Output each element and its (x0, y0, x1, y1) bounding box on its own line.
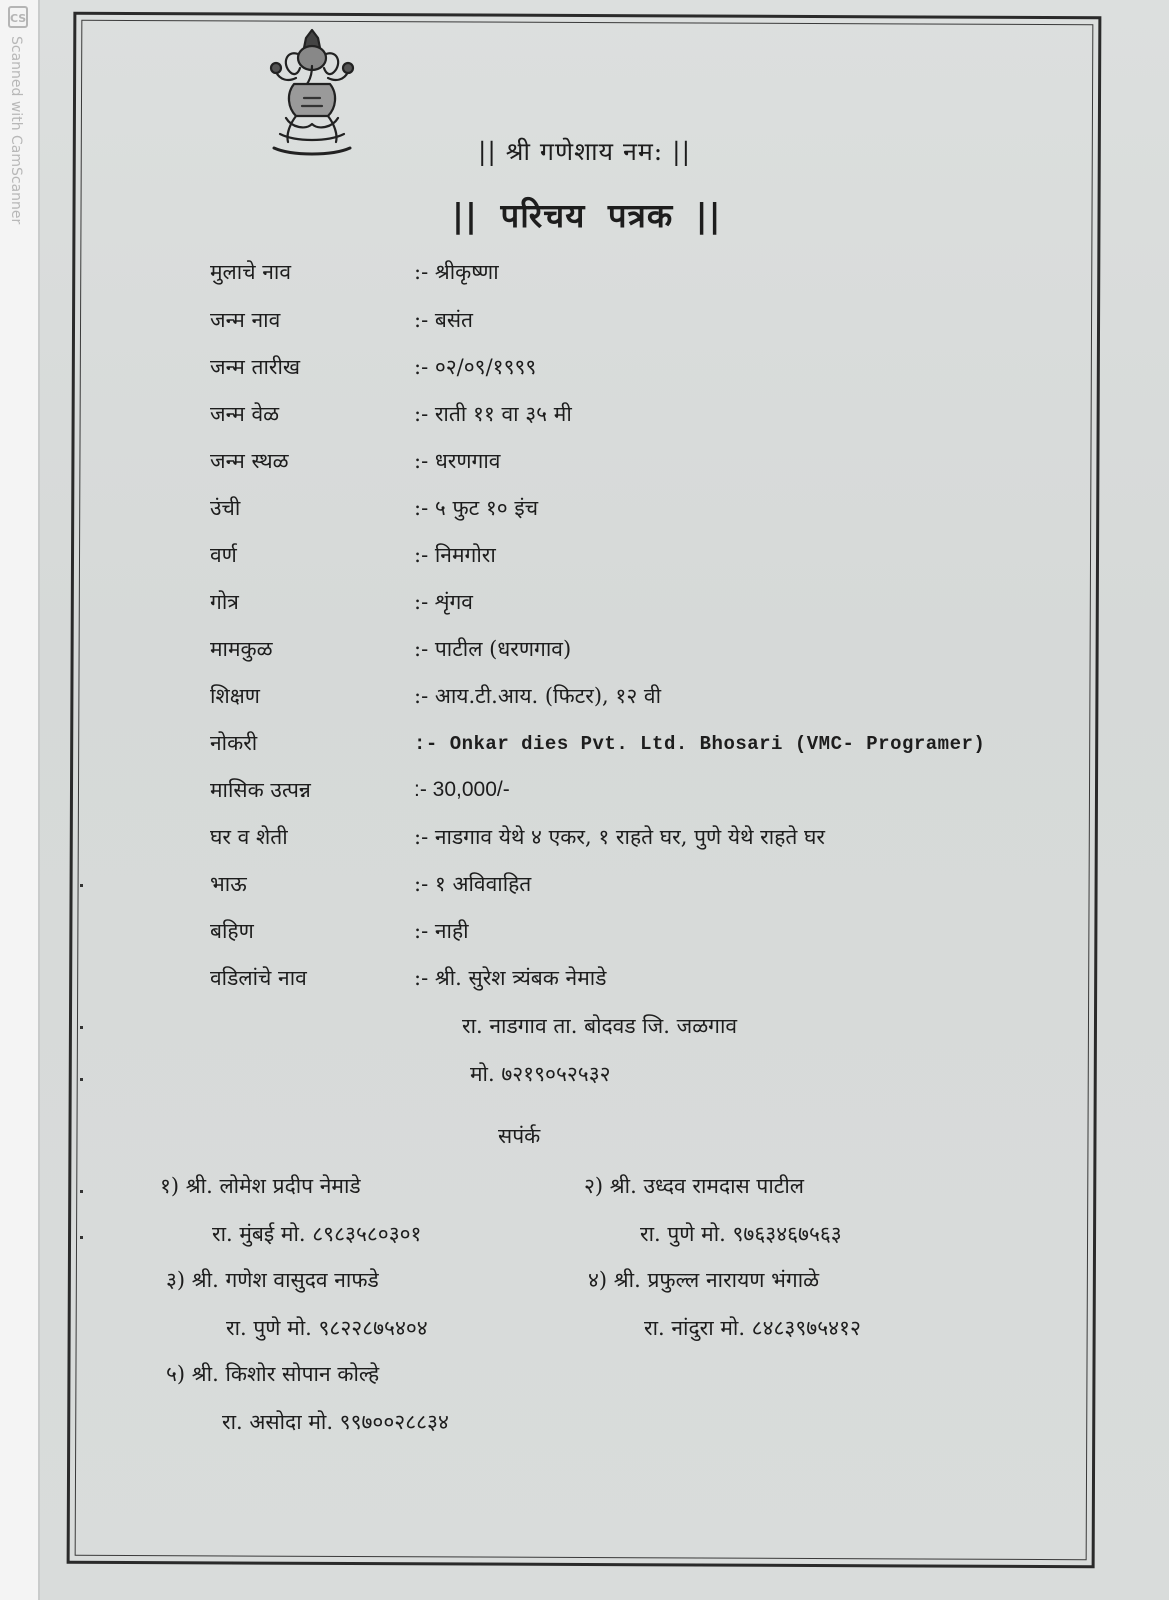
margin-dot (80, 1236, 83, 1239)
field-value-sister: :- नाही (414, 919, 469, 943)
field-value-education: :- आय.टी.आय. (फिटर), १२ वी (414, 684, 662, 708)
field-value-birth-name: :- बसंत (414, 308, 474, 332)
field-label-birth-time: जन्म वेळ (210, 402, 280, 426)
contact-3-name: ३) श्री. गणेश वासुदव नाफडे (166, 1268, 379, 1292)
contact-5-detail: रा. असोदा मो. ९९७००२८८३४ (222, 1410, 449, 1434)
field-value-brother: :- १ अविवाहित (414, 872, 532, 896)
margin-dot (80, 884, 83, 887)
field-label-birth-place: जन्म स्थळ (210, 449, 289, 473)
document-title: || परिचय पत्रक || (452, 196, 722, 235)
invocation-line: || श्री गणेशाय नम: || (478, 137, 692, 166)
camscanner-logo-icon: CS (8, 6, 28, 28)
field-label-birth-date: जन्म तारीख (210, 355, 301, 379)
field-label-house-farm: घर व शेती (210, 825, 288, 849)
field-value-boy-name: :- श्रीकृष्णा (414, 260, 499, 284)
field-value-complexion: :- निमगोरा (414, 543, 496, 567)
field-value-maternal-family: :- पाटील (धरणगाव) (414, 637, 572, 661)
field-value-monthly-income: :- 30,000/- (414, 778, 510, 801)
contact-1-name: १) श्री. लोमेश प्रदीप नेमाडे (160, 1174, 361, 1198)
margin-dot (80, 1078, 83, 1081)
field-label-gotra: गोत्र (210, 590, 239, 614)
field-value-birth-time: :- राती ११ वा ३५ मी (414, 402, 572, 426)
field-label-brother: भाऊ (210, 872, 247, 896)
contact-2-name: २) श्री. उध्दव रामदास पाटील (584, 1174, 805, 1198)
margin-dot (80, 1190, 83, 1193)
ganesha-icon (266, 24, 358, 162)
field-value-height: :- ५ फुट १० इंच (414, 496, 539, 520)
field-value-birth-place: :- धरणगाव (414, 449, 501, 473)
field-value-job: :- Onkar dies Pvt. Ltd. Bhosari (VMC- Programer) (414, 733, 986, 755)
contact-3-detail: रा. पुणे मो. ९८२२८७५४०४ (226, 1316, 428, 1340)
watermark-text: Scanned with CamScanner (8, 36, 24, 225)
contact-4-detail: रा. नांदुरा मो. ८४८३९७५४१२ (644, 1316, 861, 1340)
contact-5-name: ५) श्री. किशोर सोपान कोल्हे (166, 1362, 380, 1386)
scanner-margin (0, 0, 38, 1600)
field-value-father-name: :- श्री. सुरेश त्र्यंबक नेमाडे (414, 966, 607, 990)
field-value-gotra: :- शृंगव (414, 590, 473, 614)
contact-1-detail: रा. मुंबई मो. ८९८३५८०३०१ (212, 1222, 422, 1246)
field-label-sister: बहिण (210, 919, 254, 943)
father-mobile: मो. ७२१९०५२५३२ (470, 1062, 611, 1086)
field-label-education: शिक्षण (210, 684, 260, 708)
field-label-job: नोकरी (210, 731, 258, 755)
contacts-heading: सपंर्क (498, 1124, 541, 1148)
margin-dot (80, 1026, 83, 1029)
field-label-father-name: वडिलांचे नाव (210, 966, 307, 990)
camscanner-watermark (6, 6, 32, 246)
field-label-birth-name: जन्म नाव (210, 308, 281, 332)
field-label-monthly-income: मासिक उत्पन्न (210, 778, 311, 802)
field-value-house-farm: :- नाडगाव येथे ४ एकर, १ राहते घर, पुणे येथे राहते घर (414, 825, 825, 849)
field-label-complexion: वर्ण (210, 543, 237, 567)
field-label-boy-name: मुलाचे नाव (210, 260, 292, 284)
field-value-birth-date: :- ०२/०९/१९९९ (414, 355, 537, 379)
field-label-maternal-family: मामकुळ (210, 637, 273, 661)
field-label-height: उंची (210, 496, 241, 520)
contact-2-detail: रा. पुणे मो. ९७६३४६७५६३ (640, 1222, 842, 1246)
contact-4-name: ४) श्री. प्रफुल्ल नारायण भंगाळे (588, 1268, 820, 1292)
father-address: रा. नाडगाव ता. बोदवड जि. जळगाव (462, 1014, 738, 1038)
